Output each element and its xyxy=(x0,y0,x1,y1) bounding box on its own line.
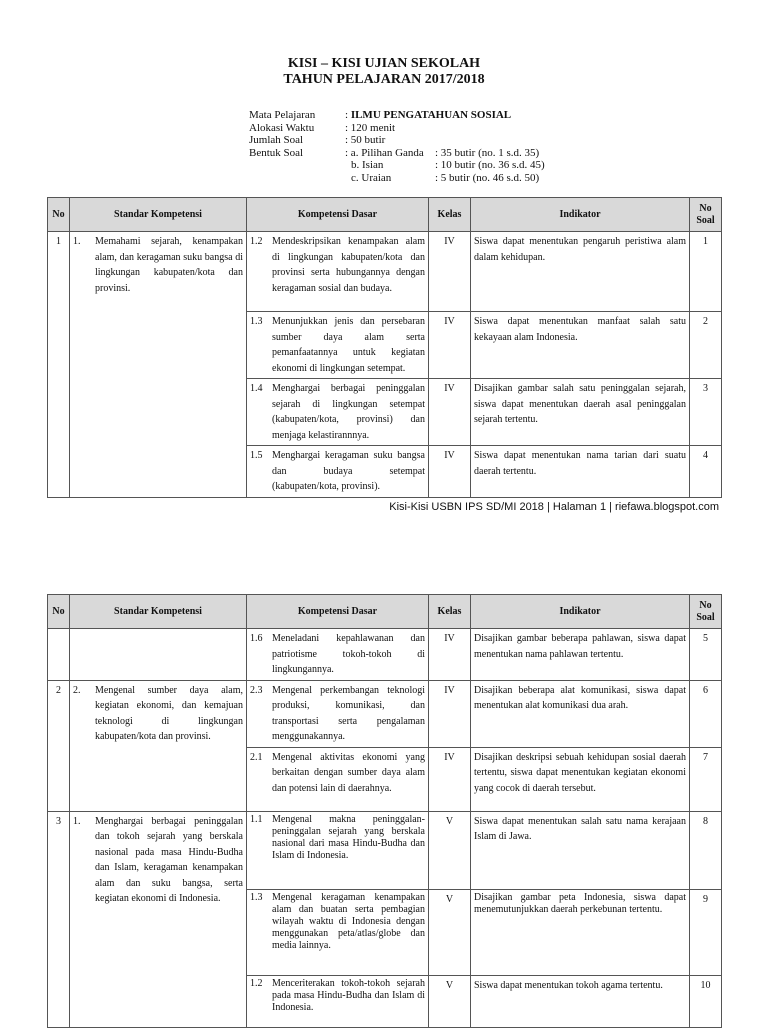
kelas-cell: IV xyxy=(429,312,471,379)
jumlah-label: Jumlah Soal xyxy=(249,134,304,147)
indikator-cell: Disajikan beberapa alat komunikasi, siswa dapat menentukan alat komunikasi dua arah. xyxy=(471,680,690,747)
kelas-cell: V xyxy=(429,975,471,1027)
header-kelas: Kelas xyxy=(429,595,471,629)
bentuk-c-name: c. Uraian xyxy=(351,171,392,184)
header-no-soal: No Soal xyxy=(690,595,722,629)
kd-cell: 1.3 Menunjukkan jenis dan persebaran sumber daya alam serta pemanfaatannya untuk kegiatan ekonomi di lingkungan setempat. xyxy=(247,312,429,379)
jumlah-value: : 50 butir xyxy=(345,134,386,147)
indikator-cell: Disajikan gambar beberapa pahlawan, siswa dapat menentukan nama pahlawan tertentu. xyxy=(471,629,690,681)
kelas-cell: V xyxy=(429,811,471,889)
page-subtitle: TAHUN PELAJARAN 2017/2018 xyxy=(283,72,485,87)
bentuk-label: Bentuk Soal xyxy=(249,146,304,159)
kd-cell: 1.2 Menceriterakan tokoh-tokoh sejarah pada masa Hindu-Budha dan Islam di Indonesia. xyxy=(247,975,429,1027)
page-footer: Kisi-Kisi USBN IPS SD/MI 2018 | Halaman 1 | riefawa.blogspot.com xyxy=(389,501,719,513)
table-header-row xyxy=(48,198,722,232)
table-row xyxy=(48,811,722,889)
bentuk-c-value: : 5 butir (no. 46 s.d. 50) xyxy=(435,171,540,184)
kd-cell: 1.5 Menghargai keragaman suku bangsa dan budaya setempat (kabupaten/kota, provinsi). xyxy=(247,446,429,498)
kd-cell: 2.3 Mengenal perkembangan teknologi produksi, komunikasi, dan transportasi serta pengalaman menggunakannya. xyxy=(247,680,429,747)
kelas-cell: IV xyxy=(429,629,471,681)
bentuk-a-name: : a. Pilihan Ganda xyxy=(345,146,424,159)
header-indikator: Indikator xyxy=(471,595,690,629)
table-row xyxy=(48,629,722,681)
no-soal-cell: 9 xyxy=(690,889,722,975)
kd-cell: 1.2 Mendeskripsikan kenampakan alam di lingkungan kabupaten/kota dan provinsi serta hubungannya dengan keragaman sosial dan budaya. xyxy=(247,232,429,312)
bentuk-b-value: : 10 butir (no. 36 s.d. 45) xyxy=(435,159,545,172)
indikator-cell: Siswa dapat menentukan manfaat salah satu kekayaan alam Indonesia. xyxy=(471,312,690,379)
table-row xyxy=(48,232,722,312)
kelas-cell: IV xyxy=(429,747,471,811)
row-no: 2 xyxy=(48,680,70,811)
kelas-cell: V xyxy=(429,889,471,975)
header-no-soal: No Soal xyxy=(690,198,722,232)
kd-cell: 1.1 Mengenal makna peninggalan-peninggalan sejarah yang berskala nasional dari masa Hindu-Budha dan Islam di Indonesia. xyxy=(247,811,429,889)
no-soal-cell: 7 xyxy=(690,747,722,811)
mapel-value: ILMU PENGATAHUAN SOSIAL xyxy=(350,109,512,121)
bentuk-a-value: : 35 butir (no. 1 s.d. 35) xyxy=(435,146,540,159)
kd-cell: 1.6 Meneladani kepahlawanan dan patriotisme tokoh-tokoh di lingkungannya. xyxy=(247,629,429,681)
no-soal-cell: 8 xyxy=(690,811,722,889)
kisi-table-page2 xyxy=(47,594,722,1028)
mapel-label: Mata Pelajaran xyxy=(249,109,316,121)
header-indikator: Indikator xyxy=(471,198,690,232)
header-kelas: Kelas xyxy=(429,198,471,232)
row-no: 3 xyxy=(48,811,70,1027)
indikator-cell: Disajikan gambar peta Indonesia, siswa dapat menemutunjukkan daerah perkebunan tertentu. xyxy=(471,889,690,975)
kelas-cell: IV xyxy=(429,680,471,747)
no-soal-cell: 2 xyxy=(690,312,722,379)
indikator-cell: Siswa dapat menentukan salah satu nama kerajaan Islam di Jawa. xyxy=(471,811,690,889)
no-soal-cell: 5 xyxy=(690,629,722,681)
page-title: KISI – KISI UJIAN SEKOLAH xyxy=(287,56,481,71)
indikator-cell: Disajikan gambar salah satu peninggalan sejarah, siswa dapat menentukan daerah asal peninggalan sejarah tertentu. xyxy=(471,379,690,446)
sk-cell: 2. Mengenal sumber daya alam, kegiatan ekonomi, dan kemajuan teknologi di lingkungan kabupaten/kota dan provinsi. xyxy=(70,680,247,811)
header-kd: Kompetensi Dasar xyxy=(247,198,429,232)
no-soal-cell: 3 xyxy=(690,379,722,446)
header-no: No xyxy=(48,595,70,629)
no-soal-cell: 4 xyxy=(690,446,722,498)
kisi-table-page1 xyxy=(47,197,722,498)
indikator-cell: Disajikan deskripsi sebuah kehidupan sosial daerah tertentu, siswa dapat menentukan kegiatan ekonomi yang cocok di daerah tersebut. xyxy=(471,747,690,811)
row-no: 1 xyxy=(48,232,70,498)
sk-cell: 1. Menghargai berbagai peninggalan dan tokoh sejarah yang berskala nasional pada masa Hindu-Budha dan Islam, keragaman kenampakan alam dan suku bangsa, serta kegiatan ekonomi di Indonesia. xyxy=(70,811,247,1027)
header-sk: Standar Kompetensi xyxy=(70,595,247,629)
kd-cell: 1.4 Menghargai berbagai peninggalan sejarah di lingkungan setempat (kabupaten/kota, provinsi) dan menjaga kelastirannnya. xyxy=(247,379,429,446)
kd-cell: 1.3 Mengenal keragaman kenampakan alam dan buatan serta pembagian wilayah waktu di Indonesia dengan menggunakan peta/atlas/globe dan media lainnya. xyxy=(247,889,429,975)
indikator-cell: Siswa dapat menentukan nama tarian dari suatu daerah tertentu. xyxy=(471,446,690,498)
alokasi-value: : 120 menit xyxy=(345,121,396,134)
indikator-cell: Siswa dapat menentukan pengaruh peristiwa alam dalam kehidupan. xyxy=(471,232,690,312)
kelas-cell: IV xyxy=(429,446,471,498)
header-no: No xyxy=(48,198,70,232)
no-soal-cell: 10 xyxy=(690,975,722,1027)
alokasi-label: Alokasi Waktu xyxy=(249,121,315,134)
kelas-cell: IV xyxy=(429,232,471,312)
bentuk-b-name: b. Isian xyxy=(351,159,384,172)
kelas-cell: IV xyxy=(429,379,471,446)
indikator-cell: Siswa dapat menentukan tokoh agama tertentu. xyxy=(471,975,690,1027)
table-header-row xyxy=(48,595,722,629)
sk-cell: 1. Memahami sejarah, kenampakan alam, dan keragaman suku bangsa di lingkungan kabupaten/kota dan provinsi. xyxy=(70,232,247,498)
kd-cell: 2.1 Mengenal aktivitas ekonomi yang berkaitan dengan sumber daya alam dan potensi lain di daerahnya. xyxy=(247,747,429,811)
table-row xyxy=(48,680,722,747)
meta-info: Mata Pelajaran : ILMU PENGATAHUAN SOSIAL Alokasi Waktu : 120 menit Jumlah Soal : 50 butir Bentuk Soal : a. Pilihan Ganda : 35 butir (no. 1 s.d. 35) b. Isian : 10 butir (no. 36 s.d. 45) c. Uraian : 5 butir (no. 46 s.d. 50) xyxy=(249,109,545,184)
header-kd: Kompetensi Dasar xyxy=(247,595,429,629)
no-soal-cell: 1 xyxy=(690,232,722,312)
no-soal-cell: 6 xyxy=(690,680,722,747)
header-sk: Standar Kompetensi xyxy=(70,198,247,232)
